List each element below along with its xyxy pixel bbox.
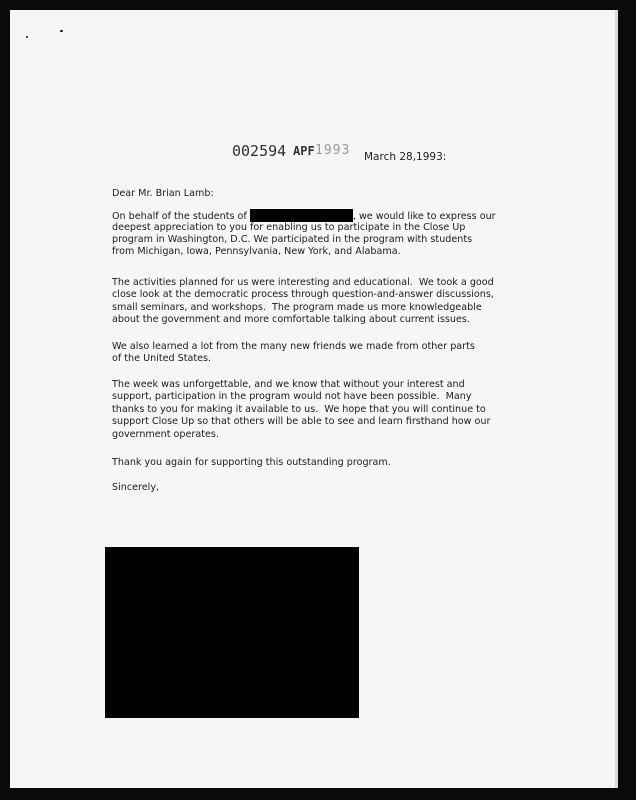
salutation: Dear Mr. Brian Lamb: [112,188,214,199]
paragraph-1-text-before: On behalf of the students of [112,211,250,222]
received-stamp-year: 1993 [315,143,351,158]
redacted-signature-block [105,547,359,718]
letter-page [10,10,618,788]
paragraph-5: Thank you again for supporting this outstanding program. [112,457,391,468]
paragraph-3: We also learned a lot from the many new friends we made from other parts of the United States. [112,341,475,365]
letter-date: March 28,1993: [364,151,447,163]
received-stamp-number: 002594 [232,142,287,160]
paragraph-2: The activities planned for us were interesting and educational. We took a good close look at the democratic process through question-and-answer discussions, small seminars, and workshops. The program made us more knowledgeable about the government and more comfortable talking about current issues. [112,277,494,326]
paper-speck [26,36,28,38]
redacted-school-name [250,209,353,222]
paper-speck [60,30,63,32]
paragraph-4: The week was unforgettable, and we know that without your interest and support, participation in the program would not have been possible. Many thanks to you for making it available to us. We hope that you will continue to support Close Up so that others will be able to see and learn firsthand how our government operates. [112,379,491,440]
paragraph-1: deepest appreciation to you for enabling us to participate in the Close Up program in Washington, D.C. We participated in the program with students from Michigan, Iowa, Pennsylvania, New York, and Alabama. [112,221,473,258]
received-stamp-month: APF [293,144,315,158]
paragraph-1-text-after: , we would like to express our [352,211,496,222]
closing: Sincerely, [112,482,160,493]
